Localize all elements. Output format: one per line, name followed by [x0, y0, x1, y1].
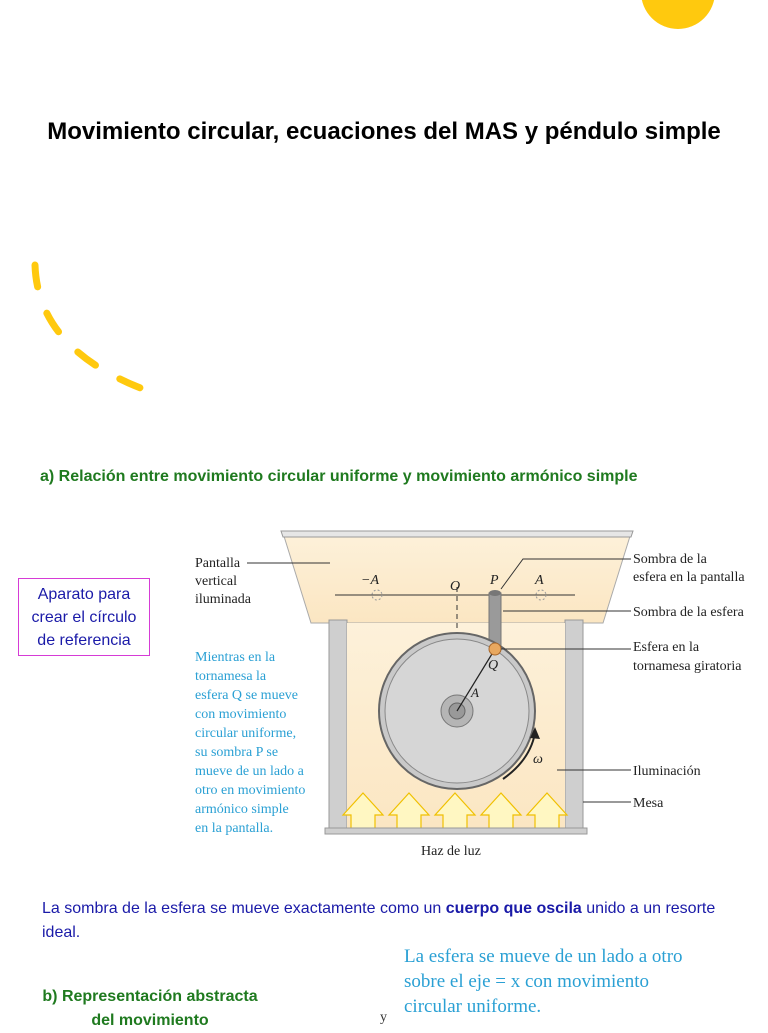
label-illumination: Iluminación: [633, 764, 701, 779]
label-o: O: [450, 579, 461, 594]
caption-line: circular uniforme,: [195, 726, 297, 741]
label-shadow-sphere: Sombra de la esfera: [633, 605, 744, 620]
label-neg-a: −A: [361, 573, 379, 588]
page-title: Movimiento circular, ecuaciones del MAS y péndulo simple: [47, 118, 721, 145]
caption-line: esfera Q se mueve: [195, 688, 299, 703]
right-description-text: La esfera se mueve de un lado a otro sobre el eje = x con movimiento circular uniforme.: [404, 946, 683, 1017]
body-text-post: unido a un resorte ideal.: [42, 900, 716, 941]
caption-line: tornamesa la: [195, 669, 267, 684]
apparatus-callout-box: [18, 578, 150, 656]
caption-line: su sombra P se: [195, 745, 279, 760]
reference-circle-diagram: [185, 525, 765, 865]
caption-line: armónico simple: [195, 802, 289, 817]
label-omega: ω: [533, 752, 543, 767]
caption-line: otro en movimiento: [195, 783, 306, 798]
stray-glyph: y: [380, 1010, 387, 1025]
label-shadow-screen-1: Sombra de la: [633, 552, 707, 567]
section-a-heading: a) Relación entre movimiento circular uniforme y movimiento armónico simple: [40, 468, 638, 485]
sphere-q: [489, 643, 501, 655]
label-q: Q: [488, 658, 499, 673]
label-shadow-screen-2: esfera en la pantalla: [633, 570, 745, 585]
label-a: A: [535, 573, 544, 588]
label-radius: A: [471, 685, 479, 700]
label-screen-2: vertical: [195, 574, 237, 589]
label-screen-1: Pantalla: [195, 556, 241, 571]
section-b-heading: b) Representación abstracta del movimiento: [42, 988, 258, 1029]
decorative-sun-circle: [640, 0, 720, 32]
caption-line: con movimiento: [195, 707, 287, 722]
caption-line: mueve de un lado a: [195, 764, 304, 779]
body-paragraph: [42, 897, 732, 945]
label-sphere-1: Esfera en la: [633, 640, 700, 655]
label-table: Mesa: [633, 796, 664, 811]
body-text-pre: La sombra de la esfera se mueve exactamente como un: [42, 900, 446, 917]
caption-line: en la pantalla.: [195, 821, 274, 836]
callout-text: Aparato para crear el círculo de referencia: [31, 585, 137, 649]
caption-line: Mientras en la: [195, 650, 276, 665]
body-text-emphasis: cuerpo que oscila: [445, 900, 582, 917]
label-screen-3: iluminada: [195, 592, 251, 607]
label-light-beam: Haz de luz: [421, 844, 481, 859]
diagram-caption: [195, 650, 305, 836]
label-p: P: [490, 573, 499, 588]
label-sphere-2: tornamesa giratoria: [633, 659, 742, 674]
decorative-dashed-arc: [20, 255, 170, 405]
